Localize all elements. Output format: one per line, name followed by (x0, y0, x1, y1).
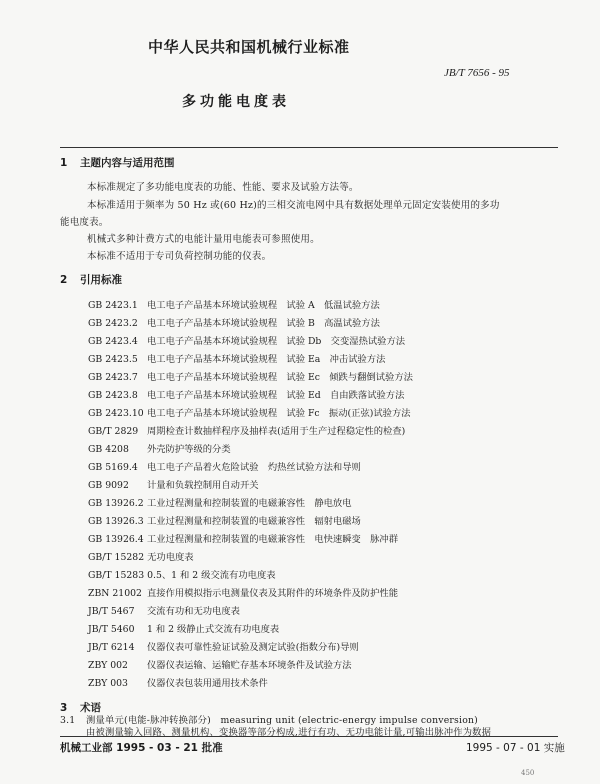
reference-item (88, 297, 380, 311)
clause-text: 由被测量输入回路、测量机构、变换器等部分构成,进行有功、无功电能计量,可输出脉冲作为数据 (86, 727, 492, 738)
reference-title: 1 和 2 级静止式交流有功电度表 (146, 624, 280, 635)
section-1-heading (60, 155, 175, 170)
section-number: 2 (60, 274, 68, 286)
reference-title: 工业过程测量和控制装置的电磁兼容性 电快速瞬变 脉冲群 (146, 534, 398, 545)
reference-title: 外壳防护等级的分类 (146, 444, 231, 455)
standard-code: JB/T 7656 - 95 (444, 67, 510, 79)
reference-code: GB 2423.5 (88, 354, 138, 365)
reference-item (88, 567, 276, 581)
reference-code: GB 13926.4 (88, 534, 144, 545)
reference-title: 电工电子产品基本环境试验规程 试验 Ec 倾跌与翻倒试验方法 (146, 372, 413, 383)
section-title: 主题内容与适用范围 (80, 157, 175, 169)
section-2-heading (60, 272, 122, 287)
reference-item (88, 603, 240, 617)
issue-date: 机械工业部 1995 - 03 - 21 批准 (60, 742, 223, 754)
reference-title: 仪器仪表运输、运输贮存基本环境条件及试验方法 (146, 660, 352, 671)
reference-title: 仪器仪表可靠性验证试验及测定试验(指数分布)导则 (146, 642, 359, 653)
reference-code: ZBY 002 (88, 660, 128, 671)
reference-code: GB 2423.1 (88, 300, 138, 311)
reference-item (88, 675, 268, 689)
paragraph: 本标准适用于频率为 50 Hz 或(60 Hz)的三相交流电网中具有数据处理单元固定安装使用的多功 (87, 200, 500, 211)
reference-title: 电工电子产品基本环境试验规程 试验 Db 交变湿热试验方法 (146, 336, 406, 347)
reference-code: GB 2423.2 (88, 318, 138, 329)
reference-code: GB 2423.7 (88, 372, 138, 383)
page-number: 450 (521, 769, 535, 777)
reference-title: 工业过程测量和控制装置的电磁兼容性 静电放电 (146, 498, 352, 509)
reference-code: GB 2423.4 (88, 336, 138, 347)
reference-item (88, 549, 194, 563)
header-divider (60, 147, 558, 148)
reference-code: GB 2423.10 (88, 408, 144, 419)
reference-item (88, 495, 352, 509)
reference-item (88, 531, 398, 545)
reference-title: 电工电子产品基本环境试验规程 试验 B 高温试验方法 (146, 318, 380, 329)
reference-title: 工业过程测量和控制装置的电磁兼容性 辐射电磁场 (146, 516, 361, 527)
reference-code: ZBN 21002 (88, 588, 142, 599)
reference-code: GB 2423.8 (88, 390, 138, 401)
reference-code: GB/T 15282 (88, 552, 145, 563)
reference-item (88, 657, 352, 671)
reference-code: GB 13926.2 (88, 498, 144, 509)
section-title: 引用标准 (80, 274, 122, 286)
footer-divider (60, 736, 558, 737)
paragraph: 本标准不适用于专司负荷控制功能的仪表。 (87, 251, 272, 262)
reference-title: 电工电子产品基本环境试验规程 试验 Fc 振动(正弦)试验方法 (146, 408, 411, 419)
reference-item (88, 333, 405, 347)
reference-title: 电工电子产品着火危险试验 灼热丝试验方法和导则 (146, 462, 361, 473)
reference-title: 电工电子产品基本环境试验规程 试验 Ed 自由跌落试验方法 (146, 390, 405, 401)
reference-code: JB/T 5467 (88, 606, 135, 617)
reference-item (88, 621, 279, 635)
reference-title: 直接作用模拟指示电测量仪表及其附件的环境条件及防护性能 (146, 588, 398, 599)
reference-code: GB 4208 (88, 444, 129, 455)
reference-item (88, 441, 231, 455)
paragraph: 机械式多种计费方式的电能计量用电能表可参照使用。 (87, 234, 320, 245)
reference-item (88, 405, 411, 419)
reference-item (88, 369, 413, 383)
reference-item (88, 423, 405, 437)
section-number: 1 (60, 157, 68, 169)
reference-title: 电工电子产品基本环境试验规程 试验 A 低温试验方法 (146, 300, 380, 311)
document-title: 多功能电度表 (182, 94, 290, 110)
reference-item (88, 351, 385, 365)
reference-item (88, 477, 259, 491)
reference-item (88, 585, 398, 599)
section-number: 3 (60, 702, 68, 714)
reference-title: 0.5、1 和 2 级交流有功电度表 (147, 570, 276, 581)
reference-item (88, 459, 361, 473)
reference-code: GB/T 2829 (88, 426, 139, 437)
reference-item (88, 639, 359, 653)
reference-title: 电工电子产品基本环境试验规程 试验 Ea 冲击试验方法 (146, 354, 386, 365)
standard-title: 中华人民共和国机械行业标准 (148, 38, 350, 56)
reference-item (88, 513, 361, 527)
reference-code: ZBY 003 (88, 678, 128, 689)
reference-code: JB/T 5460 (88, 624, 135, 635)
effective-date: 1995 - 07 - 01 实施 (466, 742, 565, 754)
clause-number: 3.1 (60, 715, 76, 726)
reference-code: GB 13926.3 (88, 516, 144, 527)
paragraph-continuation: 能电度表。 (60, 217, 109, 228)
reference-title: 计量和负载控制用自动开关 (146, 480, 259, 491)
clause-title: 测量单元(电能-脉冲转换部分) measuring unit (electric-energy impulse conversion) (86, 715, 479, 726)
reference-code: GB 5169.4 (88, 462, 138, 473)
reference-code: GB 9092 (88, 480, 129, 491)
section-title: 术语 (80, 702, 101, 714)
reference-code: GB/T 15283 (88, 570, 145, 581)
reference-title: 周期检查计数抽样程序及抽样表(适用于生产过程稳定性的检查) (146, 426, 406, 437)
reference-title: 交流有功和无功电度表 (146, 606, 240, 617)
reference-item (88, 315, 380, 329)
reference-code: JB/T 6214 (88, 642, 135, 653)
reference-item (88, 387, 404, 401)
paragraph: 本标准规定了多功能电度表的功能、性能、要求及试验方法等。 (87, 182, 359, 193)
reference-title: 无功电度表 (147, 552, 194, 563)
reference-title: 仪器仪表包装用通用技术条件 (146, 678, 268, 689)
